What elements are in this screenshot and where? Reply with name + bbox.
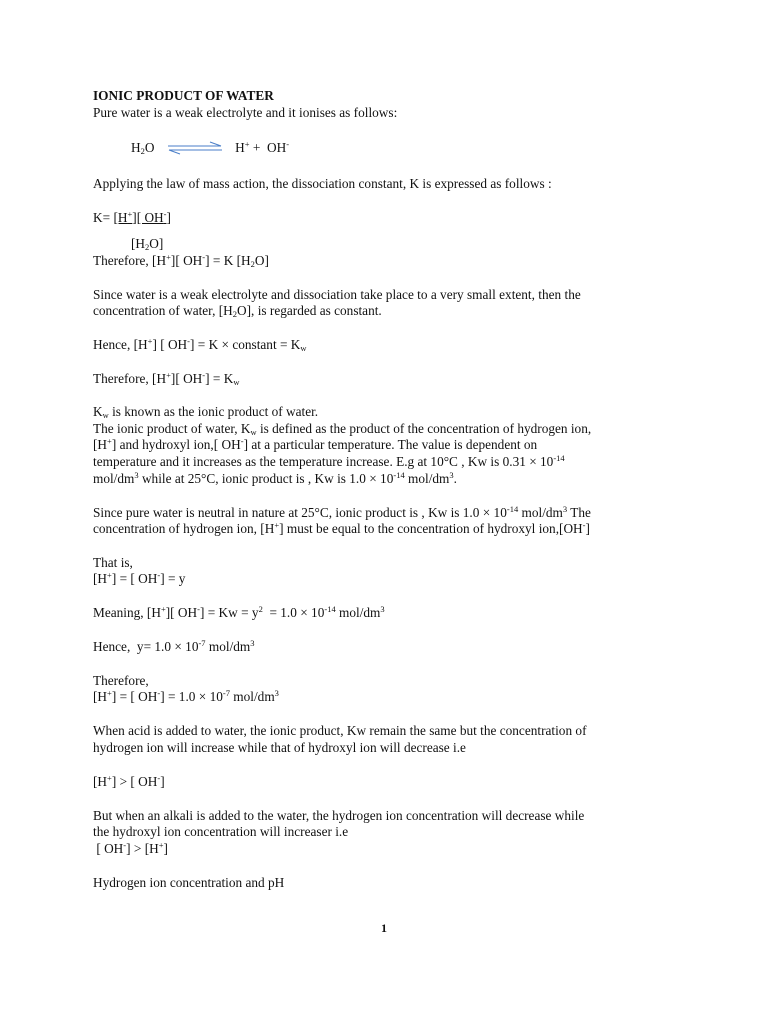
alkali-line2: the hydroxyl ion concentration will increaser i.e [93,824,349,839]
therefore-kw: Therefore, [H+][ $OH^-] = K_w$ [93,370,240,387]
since-text-line2: concentration of water, $[H_2O]$, is regarded as constant. [93,303,382,319]
therefore-k-h2o: Therefore, [H+][ OH-] = K $[H_2O]$ [93,252,269,269]
acid-line1: When acid is added to water, the ionic product, Kw remain the same but the concentration of [93,723,587,738]
k-expression: K= [H+][ OH-] [93,209,171,225]
alkali-inequality: [ OH-] > [H+] [93,840,168,856]
equilibrium-arrow-icon [166,141,224,155]
definition-line2: [H+] and hydroxyl ion,[ OH-] at a particular temperature. The value is dependent on [93,436,538,452]
document-title: IONIC PRODUCT OF WATER [93,88,274,103]
meaning-line: Meaning, [H+][ $OH^-] = Kw = y^2 = 1.0 \times 10^{-14}$ mol/$dm^3$ [93,604,385,620]
k-denominator: $[H_2O]$ [131,236,164,252]
acid-inequality: [H+] > [ OH-] [93,773,165,789]
alkali-line1: But when an alkali is added to the water, the hydrogen ion concentration will decrease while [93,808,585,823]
definition-line1: The ionic product of water, $K_w$ is defined as the product of the concentration of hydrogen ion, [93,421,592,437]
therefore-text: Therefore, [93,673,149,688]
since-text-line1: Since water is a weak electrolyte and dissociation take place to a very small extent, then the [93,287,581,302]
definition-line4: mol/$dm^3$ while at 25°C, ionic product is , Kw is $1.0 \times 10^{-14}$ mol/$dm^3$. [93,470,457,486]
that-is-text: That is, [93,555,133,570]
hence-y-line: Hence, $y= 1.0 \times 10^{-7}$ mol/$dm^3$ [93,638,255,654]
ionisation-equation: $H_2O$ H+ + OH- [131,139,290,156]
law-text: Applying the law of mass action, the dissociation constant, K is expressed as follows : [93,176,552,191]
final-equality: [H+] = [ $OH^-] = 1.0 \times 10^{-7}$ mol/$dm^3$ [93,688,279,704]
equality-y: [H+] = [ OH-] = y [93,570,186,586]
intro-text: Pure water is a weak electrolyte and it ionises as follows: [93,105,398,120]
acid-line2: hydrogen ion will increase while that of hydroxyl ion will decrease i.e [93,740,466,755]
k-numerator: [H+][ OH-] [113,209,171,225]
neutral-line1: Since pure water is neutral in nature at 25°C, ionic product is , Kw is $1.0 \times 10^{-14}$ mol/$dm^3$ The [93,504,591,520]
hence-kw: Hence, [H+] [ OH-] = K × constant = $K_w$ [93,336,307,353]
neutral-line2: concentration of hydrogen ion, [H+] must be equal to the concentration of hydroxyl ion,[OH-] [93,520,590,536]
section-heading-ph: Hydrogen ion concentration and pH [93,875,285,890]
kw-known-text: $K_w$ is known as the ionic product of water. [93,404,319,420]
definition-line3: temperature and it increases as the temperature increase. E.g at 10°C , Kw is $0.31 \times 10^{-14}$ [93,453,565,469]
page-number: 1 [381,921,387,935]
